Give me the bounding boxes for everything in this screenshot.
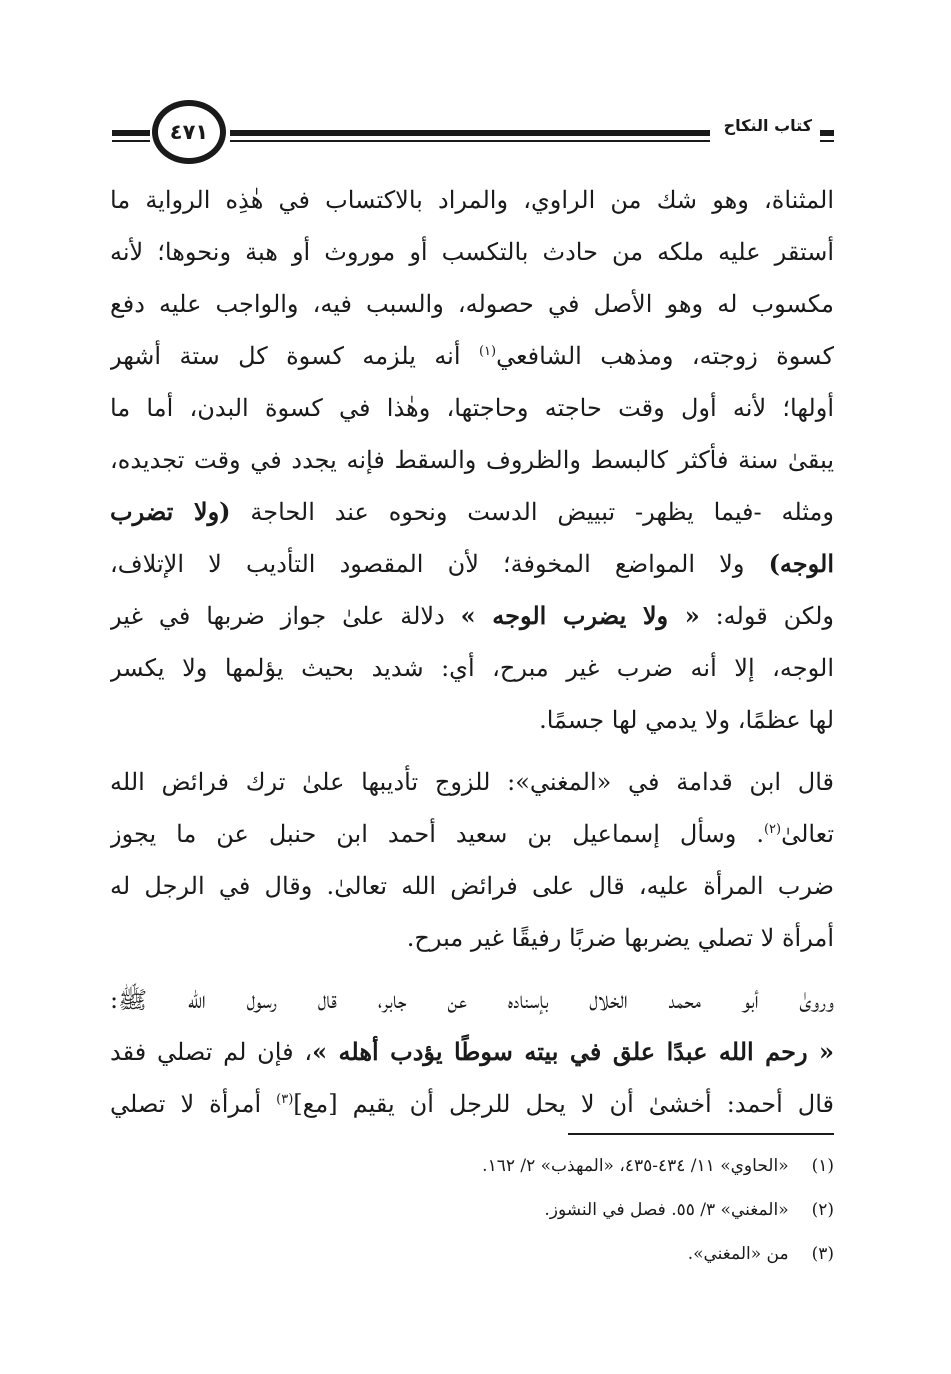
text-line: أولها؛ لأنه أول وقت حاجته وحاجتها، وهٰذا في كسوة البدن، أما ما [110,394,834,422]
text-line [110,538,834,590]
page-number: ٤٧١ [169,120,209,144]
text-line [110,1026,834,1078]
header-rule-left-thin [112,140,150,142]
text-line: الوجه، إلا أنه ضرب غير مبرح، أي: شديد بحيث يؤلمها ولا يكسر [110,654,834,682]
text-line: قال ابن قدامة في «المغني»: للزوج تأديبها علىٰ ترك فرائض الله [110,768,834,796]
text-line [110,808,834,860]
text-segment: . وسأل إسماعيل بن سعيد أحمد ابن حنبل عن ما يجوز [110,820,764,848]
text-segment: كسوة زوجته، ومذهب الشافعي [496,342,834,370]
header-rule-middle [230,130,710,136]
header-rule-right [820,130,834,136]
text-segment: تعالىٰ [781,820,834,848]
footnote-number: (١) [811,1156,834,1176]
page-header [112,96,834,172]
text-line [110,590,834,642]
footnote-ref-2[interactable]: (٢) [763,822,782,837]
text-line: أستقر عليه ملكه من حادث بالتكسب أو موروث أو هبة ونحوها؛ لأنه [110,238,834,266]
main-text [110,174,834,1130]
footnote-text: من «المغني». [687,1244,789,1264]
bold-hadith-quote: « ولا يضرب الوجه » [460,601,700,630]
header-rule-left [112,130,150,136]
footnote-1 [110,1144,834,1188]
text-segment: أنه يلزمه كسوة كل ستة أشهر [110,342,479,370]
bold-hadith-quote: « رحم الله عبدًا علق في بيته سوطًا يؤدب أهله » [312,1037,834,1066]
bold-matn: (ولا تضرب [110,497,231,526]
text-segment: ولا المواضع المخوفة؛ لأن المقصود التأديب لا الإتلاف، [110,550,769,578]
paragraph-gap [110,746,834,756]
text-line: ورویٰ أبو محمد الخلال بإسناده عن جابر، قال رسول الله ﷺ: [110,986,834,1014]
text-segment: ومثله -فيما يظهر- تبييض الدست ونحوه عند الحاجة [230,498,834,526]
header-rule-right-thin [820,140,834,142]
text-segment: أمرأة لا تصلي [110,1090,277,1118]
text-line: أمرأة لا تصلي يضربها ضربًا رفيقًا غير مبرح. [406,924,834,952]
text-line: ضرب المرأة عليه، قال على فرائض الله تعالىٰ. وقال في الرجل له [110,872,834,900]
footnote-3 [110,1232,834,1276]
footnote-ref-3[interactable]: (٣) [276,1092,294,1107]
text-line [110,1078,834,1130]
paragraph-gap [110,964,834,974]
text-line [110,486,834,538]
footnote-text: «المغني» ٣/ ٥٥. فصل في النشوز. [544,1200,789,1220]
footnote-separator [568,1133,834,1135]
text-line: لها عظمًا، ولا يدمي لها جسمًا. [539,706,834,734]
text-segment: دلالة علىٰ جواز ضربها في غير [110,602,461,630]
page-number-badge [152,100,226,164]
header-rule-middle-thin [230,140,710,142]
text-line: يبقىٰ سنة فأكثر كالبسط والظروف والسقط فإنه يجدد في وقت تجديده، [110,446,834,474]
text-line: مكسوب له وهو الأصل في حصوله، والسبب فيه، والواجب عليه دفع [110,290,834,318]
footnote-number: (٢) [811,1200,834,1220]
text-segment: ولكن قوله: [699,602,834,630]
footnote-number: (٣) [811,1244,834,1264]
text-line [110,330,834,382]
paragraph-2 [110,756,834,964]
paragraph-3 [110,974,834,1130]
footnote-2 [110,1188,834,1232]
text-segment: ، فإن لم تصلي فقد [110,1038,313,1066]
footnote-ref-1[interactable]: (١) [478,344,497,359]
text-segment: قال أحمد: أخشىٰ أن لا يحل للرجل أن يقيم [مع] [293,1090,834,1118]
bold-matn: الوجه) [768,549,834,578]
running-title: كتاب النكاح [720,116,816,135]
footnote-text: «الحاوي» ١١/ ٤٣٤-٤٣٥، «المهذب» ٢/ ١٦٢. [482,1156,789,1176]
text-line: المثناة، وهو شك من الراوي، والمراد بالاكتساب في هٰذِه الرواية ما [110,186,834,214]
footnotes [110,1144,834,1276]
paragraph-1 [110,174,834,746]
